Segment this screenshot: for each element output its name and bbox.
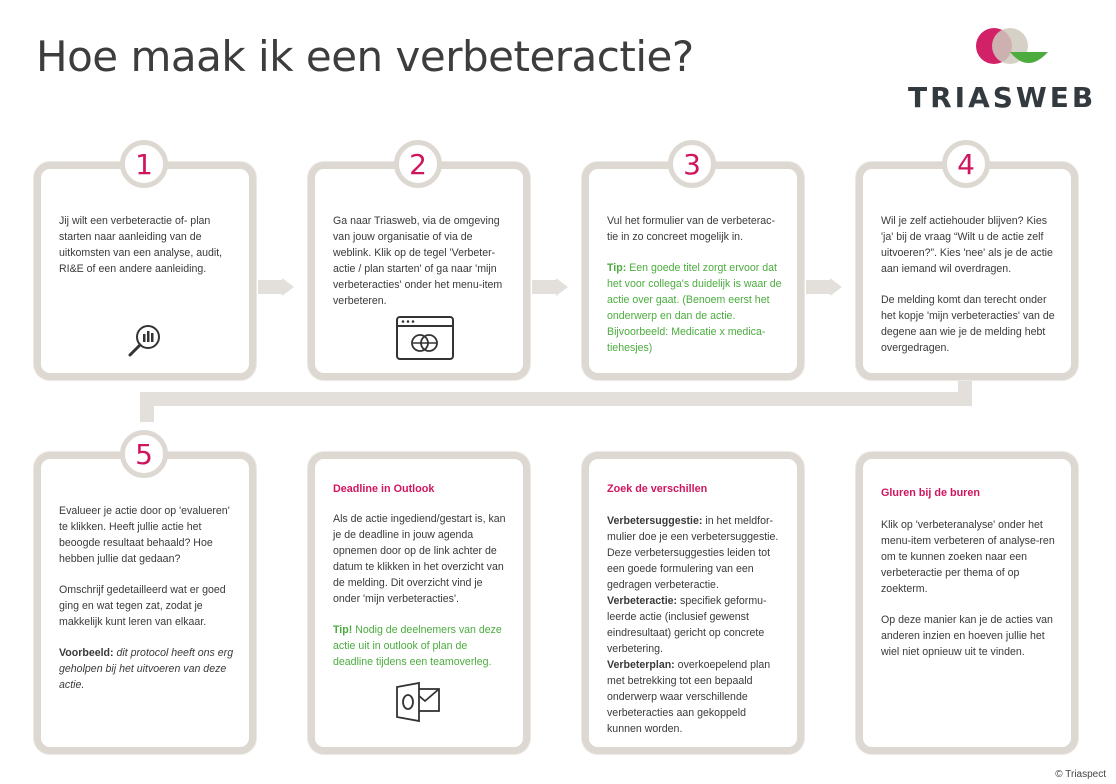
connector-2-3 [532,280,556,294]
term-verbeteractie: Verbeteractie: [607,595,678,607]
definition-verbeterplan: overkoepelend plan met betrekking tot een bepaald onderwerp waar verschillende verbeteracties aan gekoppeld kunnen worden. [607,659,771,735]
arrow-3-4 [830,278,842,296]
step-5-text-2: Omschrijf gedetailleerd wat er goed ging en wat tegen zat, zodat je makkelijk kunt leren van elkaar. [59,584,226,628]
neighbours-card-body [881,485,1057,675]
step-2-text: Ga naar Triasweb, via de omgeving van jouw organisatie of via de weblink. Klik op de tegel 'Verbeter-actie / plan starten' of ga naar 'mijn verbeteracties' onder het menu-item verbeteren. [333,215,503,307]
step-4-text-2: De melding komt dan terecht onder het kopje 'mijn verbeteracties' van de degene aan wie je de melding hebt overgedragen. [881,294,1055,354]
step-3-text: Vul het formulier van de verbeterac-tie in zo concreet mogelijk in. [607,215,776,243]
triasweb-logo [908,26,1097,116]
step-5-example-text: dit protocol heeft ons erg geholpen bij het uitvoeren van deze actie. [59,647,234,691]
step-3-tip-text: Een goede titel zorgt ervoor dat het voor collega's duidelijk is waar de actie over gaat. (Benoem eerst het onderwerp en dan de actie. Bijvoorbeeld: Medicatie x medica-tiehesjes) [607,262,782,354]
outlook-card-body [333,481,509,685]
step-badge-3: 3 [668,140,716,188]
step-card-4 [856,162,1078,380]
neighbours-card-heading: Gluren bij de buren [881,487,980,499]
step-badge-4: 4 [942,140,990,188]
step-badge-5: 5 [120,430,168,478]
step-5-example [59,645,235,693]
step-card-5 [34,452,256,754]
magnifier-chart-icon [125,321,165,361]
def-verbetersuggestie [607,513,783,593]
arrow-1-2 [282,278,294,296]
neighbours-card-text-1: Klik op 'verbeteranalyse' onder het menu-item verbeteren of analyse-ren om te kunnen zoeken naar een verbeteractie per thema of op zoekterm. [881,519,1055,595]
step-3-tip [607,260,783,356]
logo-circles-icon [970,26,1050,72]
copyright: © Triaspect [1055,769,1106,780]
term-verbeterplan: Verbeterplan: [607,659,675,671]
connector-4-5-down [140,392,154,422]
definition-verbeteractie: specifiek geformu-leerde actie (inclusief gewenst eindresultaat) gericht op concrete verbetering. [607,595,767,655]
outlook-card-text: Als de actie ingediend/gestart is, kan je de deadline in jouw agenda opnemen door op de link achter de datum te klikken in het overzicht van de melding. Dit overzicht vind je onder 'mijn verbeteracties'. [333,513,506,605]
outlook-card-heading: Deadline in Outlook [333,483,435,495]
info-card-outlook [308,452,530,754]
step-4-text-1: Wil je zelf actiehouder blijven? Kies 'ja' bij de vraag “Wilt u de actie zelf uitvoeren?”. Kies 'nee' als je de actie aan iemand wil overdragen. [881,215,1053,275]
page-title: Hoe maak ik een verbeteractie? [36,32,694,81]
step-badge-1: 1 [120,140,168,188]
step-card-1 [34,162,256,380]
def-verbeterplan [607,657,783,737]
arrow-2-3 [556,278,568,296]
step-card-2 [308,162,530,380]
info-card-neighbours [856,452,1078,754]
outlook-icon [395,681,441,723]
step-3-body [607,213,783,371]
step-4-body [881,213,1057,371]
outlook-tip-label: Tip! [333,624,353,636]
info-card-differences [582,452,804,754]
step-5-example-label: Voorbeeld: [59,647,114,659]
differences-card-heading: Zoek de verschillen [607,483,708,495]
definition-verbetersuggestie: in het meldfor-mulier doe je een verbetersuggestie. Deze verbetersuggesties leiden tot een goede formulering van een gedragen verbeteractie. [607,515,779,591]
connector-3-4 [806,280,830,294]
differences-card-body [607,481,783,737]
connector-4-5-horizontal [140,392,972,406]
step-5-text-1: Evalueer je actie door op 'evalueren' te klikken. Heeft jullie actie het beoogde resultaat behaald? Hoe hebben jullie dat gedaan? [59,505,230,565]
connector-1-2 [258,280,282,294]
browser-window-icon [395,315,455,361]
def-verbeteractie [607,593,783,657]
outlook-card-tip [333,622,509,670]
logo-text: TRIASWEB [908,81,1097,114]
step-card-3 [582,162,804,380]
term-verbetersuggestie: Verbetersuggestie: [607,515,703,527]
step-3-tip-label: Tip: [607,262,627,274]
step-1-text: Jij wilt een verbeteractie of- plan starten naar aanleiding van de uitkomsten van een analyse, audit, RI&E of een andere aanleiding. [59,215,223,275]
step-5-body [59,503,235,708]
neighbours-card-text-2: Op deze manier kan je de acties van anderen inzien en hoeven jullie het wiel niet opnieuw uit te vinden. [881,614,1053,658]
step-badge-2: 2 [394,140,442,188]
outlook-tip-text: Nodig de deelnemers van deze actie uit in outlook of plan de deadline tijdens een teamoverleg. [333,624,502,668]
